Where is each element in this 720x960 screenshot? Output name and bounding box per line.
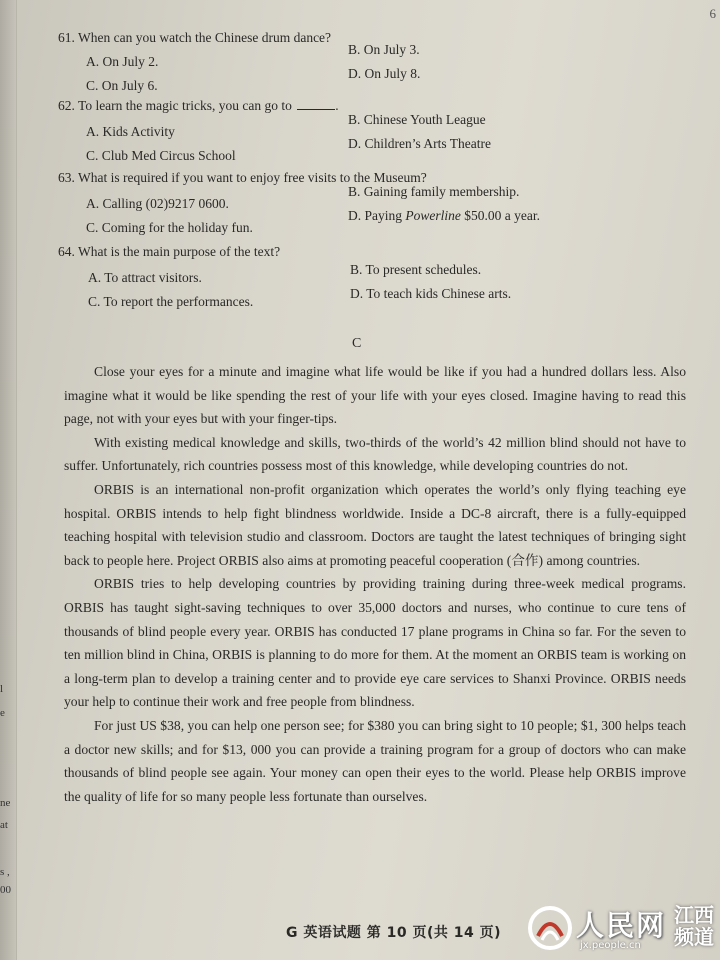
option-b: B. Chinese Youth League (348, 112, 486, 127)
option-d-suffix: $50.00 a year. (464, 208, 540, 223)
option-c: C. On July 6. (86, 78, 158, 93)
option-d: D. On July 8. (348, 66, 421, 81)
question-text: To learn the magic tricks, you can go to (78, 98, 292, 113)
option-b: B. Gaining family membership. (348, 184, 520, 199)
answer-blank (297, 99, 335, 110)
question-text: What is required if you want to enjoy free visits to the Museum? (78, 170, 427, 185)
edge-fragment: ne (0, 797, 11, 809)
page-corner-number: 6 (709, 6, 716, 21)
option-b: B. On July 3. (348, 42, 420, 57)
section-heading: C (352, 336, 363, 351)
option-d: D. To teach kids Chinese arts. (350, 286, 512, 301)
question-text-end: . (335, 98, 339, 113)
question-stem (58, 30, 331, 46)
watermark-region: 江西频道 (674, 903, 714, 949)
passage-paragraph: Close your eyes for a minute and imagine what life would be like if you had a hundred dollars less. Also imagine what it would be like spending the rest of your life with your eyes closed. Imagine having to read this page, not with your eyes but with your finger-tips. (64, 364, 686, 427)
watermark-name: 人民网 (576, 909, 667, 942)
edge-fragment: e (0, 707, 5, 719)
question-text: When can you watch the Chinese drum dance? (78, 30, 332, 45)
option-b: B. To present schedules. (350, 262, 482, 277)
edge-fragment: s , (0, 866, 10, 878)
question-number: 62. (58, 98, 75, 113)
option-c: C. Club Med Circus School (86, 148, 236, 163)
option-d (348, 208, 540, 224)
watermark-url: jx.people.cn (580, 940, 641, 951)
question-stem (58, 244, 280, 260)
question-number: 64. (58, 244, 75, 259)
passage-paragraph: For just US $38, you can help one person see; for $380 you can bring sight to 10 people; $1, 300 helps teach a doctor new skills; and for $13, 000 you can provide a training program for a group of doctors who can make thousands of blind people see again. Your money can open their eyes to the world. Please help ORBIS improve the quality of life for so many people less fortunate than ourselves. (64, 717, 686, 804)
option-a: A. On July 2. (86, 54, 159, 69)
passage-paragraph: ORBIS is an international non-profit organization which operates the world’s only flying teaching eye hospital. ORBIS intends to help fight blindness worldwide. Inside a DC-8 aircraft, there is a fully-equipped teaching hospital with television studio and classroom. Doctors are taught the latest techniques of bringing sight back to people here. Project ORBIS also aims at promoting peaceful cooperation (合作) among countries. (64, 481, 686, 568)
page-edge (0, 0, 17, 960)
people-logo-icon (528, 906, 572, 950)
option-c: C. Coming for the holiday fun. (86, 220, 253, 235)
question-text: What is the main purpose of the text? (78, 244, 281, 259)
page-footer: G 英语试题 第 10 页(共 14 页) (286, 925, 501, 941)
passage-paragraph: With existing medical knowledge and skills, two-thirds of the world’s 42 million blind should not have to suffer. Unfortunately, rich countries possess most of this knowledge, while developing countries do not. (64, 434, 686, 474)
option-a: A. Kids Activity (86, 124, 175, 139)
people-cn-watermark (528, 902, 718, 958)
option-d-italic: Powerline (405, 208, 461, 223)
question-stem (58, 98, 339, 114)
edge-fragment: l (0, 683, 4, 695)
question-number: 63. (58, 170, 75, 185)
option-c: C. To report the performances. (88, 294, 254, 309)
option-d: D. Children’s Arts Theatre (348, 136, 491, 151)
question-number: 61. (58, 30, 75, 45)
option-a: A. Calling (02)9217 0600. (86, 196, 229, 211)
edge-fragment: at (0, 819, 8, 831)
reading-passage (64, 360, 686, 808)
edge-fragment: 00 (0, 884, 11, 896)
passage-paragraph: ORBIS tries to help developing countries by providing training during three-week medical programs. ORBIS has taught sight-saving techniques to over 35,000 doctors and nurses, who continue to cure tens of thousands of blind people every year. ORBIS has conducted 17 plane programs in China so far. For the seven to ten million blind in China, ORBIS is planning to do more for them. At the moment an ORBIS team is working on a long-term plan to develop a training center and to provide eye care services to Shanxi Province. ORBIS needs your help to continue their work and free people from blindness. (64, 576, 686, 710)
option-a: A. To attract visitors. (88, 270, 202, 285)
option-d-prefix: D. Paying (348, 208, 402, 223)
